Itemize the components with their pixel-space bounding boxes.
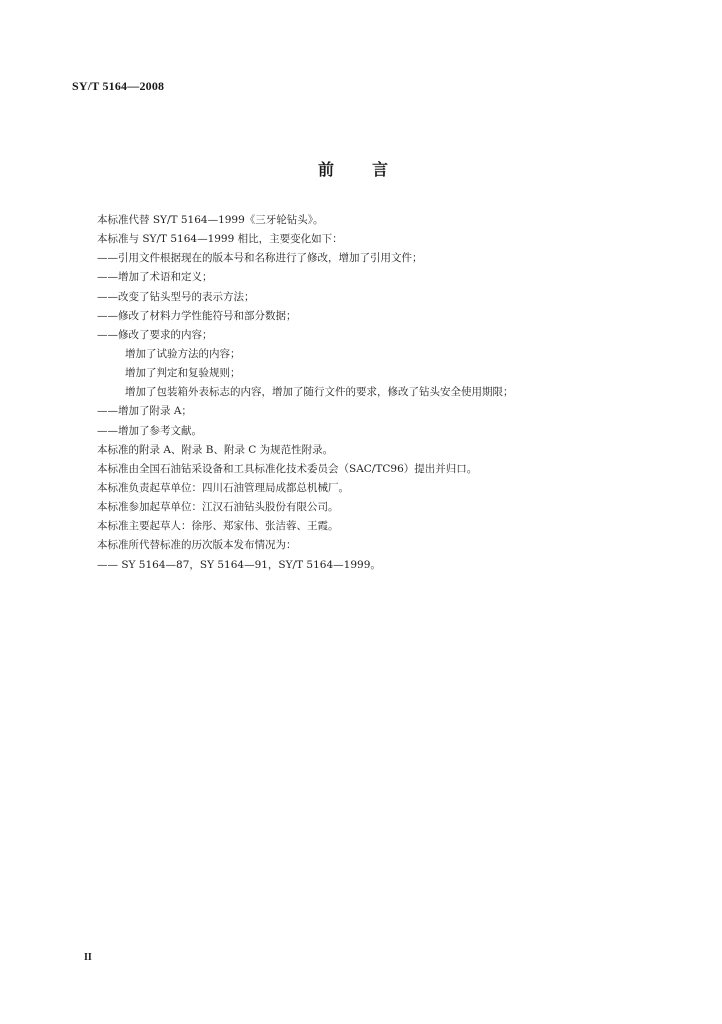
paragraph-annexes: 本标准的附录 A、附录 B、附录 C 为规范性附录。	[97, 443, 334, 456]
change-subitem: 增加了试验方法的内容；	[125, 347, 241, 360]
page-title: 前言	[318, 160, 427, 179]
paragraph-replaces: 本标准代替 SY/T 5164—1999《三牙轮钻头》。	[97, 214, 324, 226]
paragraph-drafting-unit: 本标准负责起草单位：四川石油管理局成都总机械厂。	[97, 481, 349, 494]
change-item: ——增加了参考文献。	[97, 424, 202, 437]
change-item: ——增加了附录 A；	[97, 405, 192, 418]
paragraph-participating-unit: 本标准参加起草单位：江汉石油钻头股份有限公司。	[97, 501, 339, 514]
page-number: II	[84, 952, 92, 963]
change-item: ——增加了术语和定义；	[97, 271, 213, 284]
change-item: ——引用文件根据现在的版本号和名称进行了修改，增加了引用文件；	[97, 252, 423, 265]
paragraph-history: —— SY 5164—87，SY 5164—91，SY/T 5164—1999。	[97, 558, 381, 571]
change-item: ——修改了材料力学性能符号和部分数据；	[97, 309, 297, 322]
change-subitem: 增加了包装箱外表标志的内容，增加了随行文件的要求，修改了钻头安全使用期限；	[125, 386, 514, 399]
paragraph-proposer: 本标准由全国石油钻采设备和工具标准化技术委员会（SAC/TC96）提出并归口。	[97, 462, 478, 475]
change-item: ——修改了要求的内容；	[97, 328, 213, 341]
change-subitem: 增加了判定和复验规则；	[125, 367, 241, 380]
paragraph-history-intro: 本标准所代替标准的历次版本发布情况为：	[97, 539, 297, 552]
paragraph-changes-intro: 本标准与 SY/T 5164—1999 相比，主要变化如下：	[97, 233, 343, 246]
change-item: ——改变了钻头型号的表示方法；	[97, 290, 255, 303]
foreword-body	[97, 211, 707, 575]
standard-code: SY/T 5164—2008	[72, 79, 165, 93]
paragraph-drafters: 本标准主要起草人：徐彤、郑家伟、张洁蓉、王霞。	[97, 520, 339, 533]
